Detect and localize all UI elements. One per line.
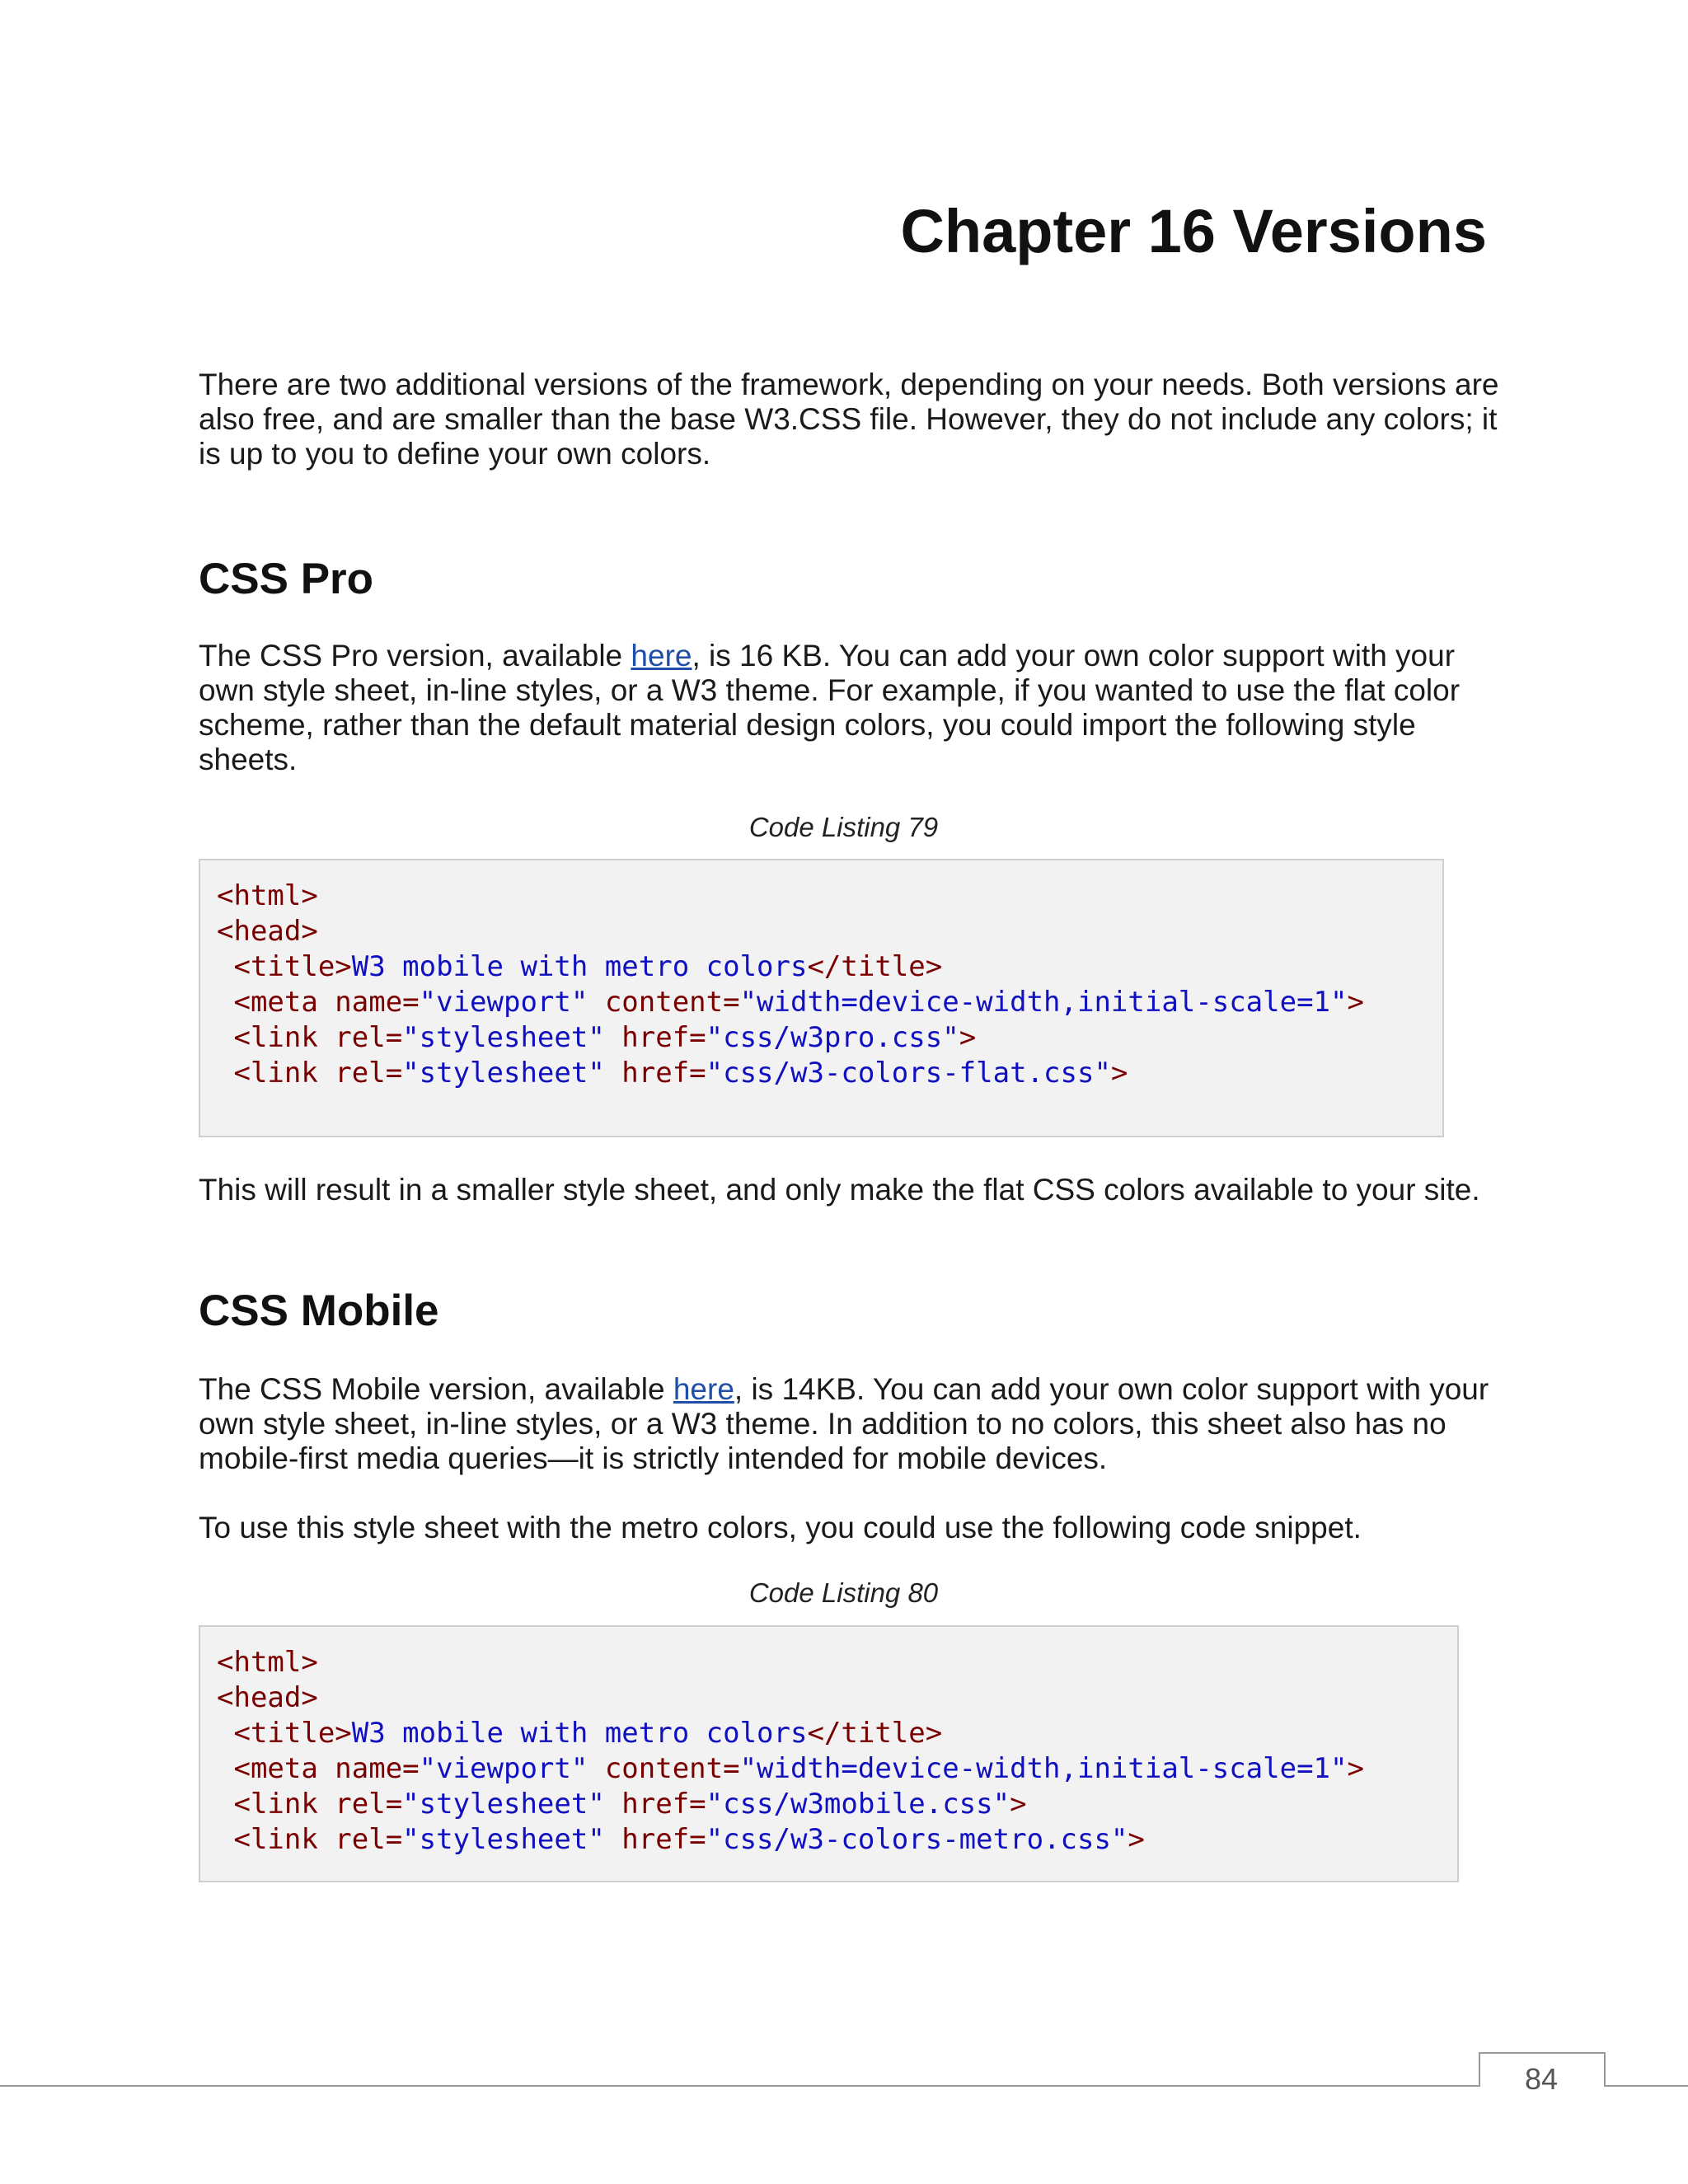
code-tag-token: href= [604,1021,706,1054]
css-mobile-paragraph-2: To use this style sheet with the metro colors, you could use the following code snippet. [199,1511,1362,1544]
code-tag-token: <link rel= [217,1021,403,1054]
code-tag-token: content= [588,1752,740,1785]
code-tag-token: > [959,1021,977,1054]
code-value-token: "viewport" [419,986,588,1019]
code-tag-token: <meta name= [217,986,420,1019]
code-listing-80-line [217,1822,1457,1858]
code-listing-80-line [217,1716,1457,1751]
code-tag-token: <title> [217,1717,352,1750]
code-tag-token: href= [604,1788,706,1821]
css-mobile-text-2: , is 14KB. You can add your own color support with your own style sheet, in-line styles, or a W3 theme. In addition to no colors, this sheet also has no mobile-first media queries—it is strictly intended for mobile devices. [199,1372,1489,1475]
css-mobile-text-1: The CSS Mobile version, available [199,1372,673,1406]
footer-rule [0,2085,1688,2087]
code-value-token: "stylesheet" [402,1823,605,1856]
code-tag-token: <head> [217,1681,318,1714]
code-tag-token: href= [604,1057,706,1090]
css-pro-after-paragraph: This will result in a smaller style sheet, and only make the flat CSS colors available to your site. [199,1173,1480,1207]
css-mobile-here-link[interactable]: here [673,1372,734,1406]
css-pro-here-link[interactable]: here [631,639,692,673]
css-pro-text-2: , is 16 KB. You can add your own color support with your own style sheet, in-line styles, or a W3 theme. For example, if you wanted to use the flat color scheme, rather than the default material design colors, you could import the following style sheets. [199,639,1461,776]
code-value-token: "css/w3pro.css" [706,1021,959,1054]
code-listing-79-line [217,949,1442,985]
code-listing-80-caption: Code Listing 80 [748,1577,939,1608]
css-mobile-heading: CSS Mobile [199,1286,439,1335]
css-mobile-paragraph [199,1372,1501,1476]
code-tag-token: </title> [807,1717,943,1750]
code-listing-79-line [217,1020,1442,1056]
code-value-token: "stylesheet" [402,1057,605,1090]
css-pro-text-1: The CSS Pro version, available [199,639,631,673]
code-tag-token: </title> [807,950,943,983]
code-listing-80-line [217,1680,1457,1716]
css-pro-paragraph [199,639,1501,777]
code-value-token: W3 mobile with metro colors [351,1717,808,1750]
code-listing-79-line [217,1056,1442,1091]
code-value-token: "css/w3mobile.css" [706,1788,1010,1821]
code-tag-token: <link rel= [217,1823,403,1856]
code-tag-token: content= [588,986,740,1019]
code-value-token: "stylesheet" [402,1021,605,1054]
code-value-token: "stylesheet" [402,1788,605,1821]
code-tag-token: <head> [217,915,318,948]
code-listing-79 [199,859,1444,1137]
code-value-token: "viewport" [419,1752,588,1785]
code-tag-token: href= [604,1823,706,1856]
code-value-token: "css/w3-colors-metro.css" [706,1823,1128,1856]
code-listing-79-caption: Code Listing 79 [748,812,939,842]
code-listing-80 [199,1625,1459,1882]
code-listing-80-line [217,1751,1457,1787]
code-value-token: "width=device-width,initial-scale=1" [739,1752,1348,1785]
code-tag-token: <link rel= [217,1057,403,1090]
page-number: 84 [1524,2062,1559,2096]
code-value-token: "width=device-width,initial-scale=1" [739,986,1348,1019]
chapter-title: Chapter 16 Versions [900,197,1487,265]
code-tag-token: <meta name= [217,1752,420,1785]
code-value-token: "css/w3-colors-flat.css" [706,1057,1111,1090]
code-tag-token: > [1128,1823,1145,1856]
code-tag-token: <html> [217,879,318,912]
code-tag-token: <link rel= [217,1788,403,1821]
code-listing-80-line [217,1645,1457,1680]
code-tag-token: > [1347,986,1364,1019]
code-tag-token: > [1110,1057,1128,1090]
code-tag-token: > [1347,1752,1364,1785]
code-listing-79-line [217,879,1442,914]
code-listing-79-line [217,914,1442,949]
intro-paragraph: There are two additional versions of the framework, depending on your needs. Both versions are also free, and are smaller than the base W3.CSS file. However, they do not include any colors; it is up to you to define your own colors. [199,368,1499,471]
code-tag-token: > [1010,1788,1027,1821]
code-listing-79-line [217,985,1442,1020]
code-listing-80-line [217,1787,1457,1822]
code-tag-token: <html> [217,1646,318,1679]
css-pro-heading: CSS Pro [199,555,374,603]
code-tag-token: <title> [217,950,352,983]
code-value-token: W3 mobile with metro colors [351,950,808,983]
